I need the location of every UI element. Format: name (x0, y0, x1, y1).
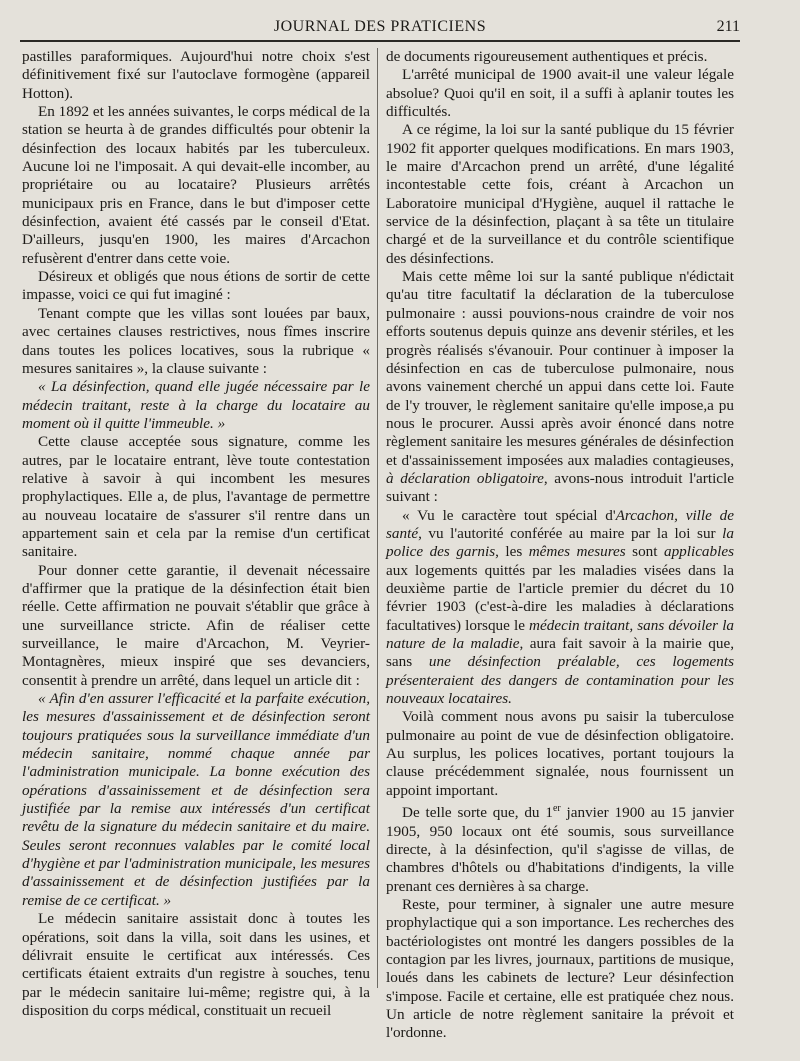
paragraph: En 1892 et les années suivantes, le corps médical de la station se heurta à de grandes difficultés pour obtenir la désinfection des locaux habités par les tuberculeux. Aucune loi ne l'imposait. A qui devait-elle incomber, au propriétaire ou au locataire? Plusieurs arrêtés municipaux pris en France, dans le but d'imposer cette désinfection, avaient été cassés par le conseil d'Etat. D'ailleurs, jusqu'en 1900, les maires d'Arcachon refusèrent d'entrer dans cette voie. (22, 103, 370, 267)
italic-run: mêmes mesures (528, 543, 626, 561)
text-run: , vu l'autorité conférée au maire par la loi sur (418, 524, 723, 542)
left-column (22, 48, 370, 1020)
right-column (386, 48, 734, 1043)
header-rule (20, 40, 740, 42)
text-run: , aura fait savoir à la mairie que, sans (386, 635, 734, 671)
paragraph: A ce régime, la loi sur la santé publique du 15 février 1902 fit apporter quelques modifications. En mars 1903, le maire d'Arcachon prend un arrêté, d'une légalité incontestable cette fois, créant à Arcachon un Laboratoire municipal d'Hygiène, auquel il rattache le service de la désinfection, plaçant à sa tête un titulaire chargé et de la surveillance et du contrôle scientifique des désinfections. (386, 121, 734, 267)
paragraph: Cette clause acceptée sous signature, comme les autres, par le locataire entrant, lève toute contestation relative à savoir à qui incombent les mesures prophylactiques. Elle a, de plus, l'avantage de permettre au nouveau locataire de s'assurer s'il rentre dans un appartement sain et cela par la remise d'un certificat sanitaire. (22, 433, 370, 561)
text-run: aux logements quittés par les maladies visées dans la deuxième partie de l'article premier du décret du 10 février 1903 (c'est-à-dire les maladies à déclarations facultatives) lorsque le (386, 561, 734, 634)
paragraph: Tenant compte que les villas sont louées par baux, avec certaines clauses restrictives, nous fîmes inscrire dans toutes les polices locatives, sous la rubrique « mesures sanitaires », la clause suivante : (22, 304, 370, 377)
paragraph (386, 268, 734, 506)
text-run: De telle sorte que, du 1 (402, 804, 553, 822)
text-run: « Vu le caractère tout spécial d' (402, 506, 616, 524)
running-title: JOURNAL DES PRATICIENS (273, 18, 487, 35)
text-run: janvier 1900 au 15 janvier 1905, 950 locaux ont été soumis, sous surveillance directe, à la désinfection, qu'il s'agisse de villas, de chambres d'hôtels ou d'habitations d'indigents, la ville prenant ces dernières à sa charge. (386, 804, 734, 895)
quoted-article (386, 507, 734, 709)
paragraph (386, 800, 734, 896)
quoted-article: « Afin d'en assurer l'efficacité et la parfaite exécution, les mesures d'assainissement et de désinfection seront toujours pratiquées sous la surveillance immédiate d'un médecin sanitaire, nommé chaque année par l'administration municipale. La bonne exécution des opérations d'assainissement et de désinfection sera justifiée par la remise aux intéressés d'un certificat revêtu de la signature du médecin sanitaire et du maire. Seules seront reconnues valables par le comité local d'hygiène et par l'administration municipale, les mesures d'assainissement et de désinfection justifiées par la remise de ce certificat. » (22, 690, 370, 909)
paragraph: de documents rigoureusement authentiques et précis. (386, 48, 708, 65)
paragraph: pastilles paraformiques. Aujourd'hui notre choix s'est définitivement fixé sur l'autoclave formogène (appareil Hotton). (22, 48, 370, 102)
italic-run: la police des garnis (386, 524, 734, 561)
quoted-clause: « La désinfection, quand elle jugée nécessaire par le médecin traitant, reste à la charge du locataire au moment où il quitte l'immeuble. » (22, 378, 370, 432)
italic-run: médecin traitant, sans dévoiler la nature de la maladie (386, 616, 735, 652)
page-header (20, 18, 740, 40)
paragraph: L'arrêté municipal de 1900 avait-il une valeur légale absolue? Quoi qu'il en soit, il a suffi à aplanir toutes les difficultés. (386, 66, 734, 121)
superscript: er (552, 803, 561, 815)
paragraph: Désireux et obligés que nous étions de sortir de cette impasse, voici ce qui fut imaginé : (22, 268, 370, 304)
text-run: Mais cette même loi sur la santé publique n'édictait qu'au titre facultatif la déclaration de la tuberculose pulmonaire : aussi pouvions-nous craindre de voir nos efforts soutenus depuis quinze ans devenir stériles, et les progrès réalisés s'évanouir. Pour continuer à imposer la désinfection en cas de tuberculose pulmonaire, nous avons vainement cherché un appui dans cette loi. Faute de l'y trouver, le règlement sanitaire qu'elle impose,a pu nous le procurer. Aussi après avoir énoncé dans notre règlement sanitaire les mesures générales de désinfection et d'assainissement imposées aux maladies contagieuses, (386, 268, 734, 469)
paragraph: Reste, pour terminer, à signaler une autre mesure prophylactique qui a son importance. Les recherches des bactériologistes ont montré les dangers possibles de la contagion par les livres, journaux, partitions de musique, loués dans les cabinets de lecture? Leur désinfection s'impose. Facile et certaine, elle est pratiquée chez nous. Un article de notre règlement sanitaire la prévoit et l'ordonne. (386, 895, 734, 1042)
column-divider (377, 48, 378, 988)
italic-run: applicables (663, 543, 734, 561)
paragraph: Le médecin sanitaire assistait donc à toutes les opérations, soit dans la villa, soit dans les usines, et délivrait ensuite le certificat aux intéressés. Ces certificats étaient extraits d'un registre à souches, tenu par le médecin sanitaire lui-même; registre qui, à la disposition du corps médical, constituait un recueil (22, 910, 370, 1019)
page-number: 211 (716, 18, 740, 35)
italic-run: une désinfection préalable, ces logements présenteraient des dangers de contamination pour les nouveaux locataires. (386, 653, 735, 708)
italic-run: Arcachon, ville de santé (386, 506, 734, 542)
paragraph: Voilà comment nous avons pu saisir la tuberculose pulmonaire au point de vue de désinfection obligatoire. Au surplus, les polices locatives, portant toujours la clause précédemment signalée, nous fournissent un appoint important. (386, 708, 734, 799)
italic-run: à déclaration obligatoire (386, 469, 544, 487)
text-run: , avons-nous introduit l'article suivant : (386, 469, 734, 506)
text-run: sont (625, 543, 664, 561)
text-run: , les (495, 543, 529, 561)
paragraph: Pour donner cette garantie, il devenait nécessaire d'affirmer que la pratique de la désinfection était bien réelle. Cette affirmation ne pouvait s'établir que grâce à une surveillance stricte. Afin de réaliser cette surveillance, le maire d'Arcachon, M. Veyrier-Montagnères, mieux inspiré que ses devanciers, consentit à prendre un arrêté, dans lequel un article dit : (22, 561, 370, 689)
